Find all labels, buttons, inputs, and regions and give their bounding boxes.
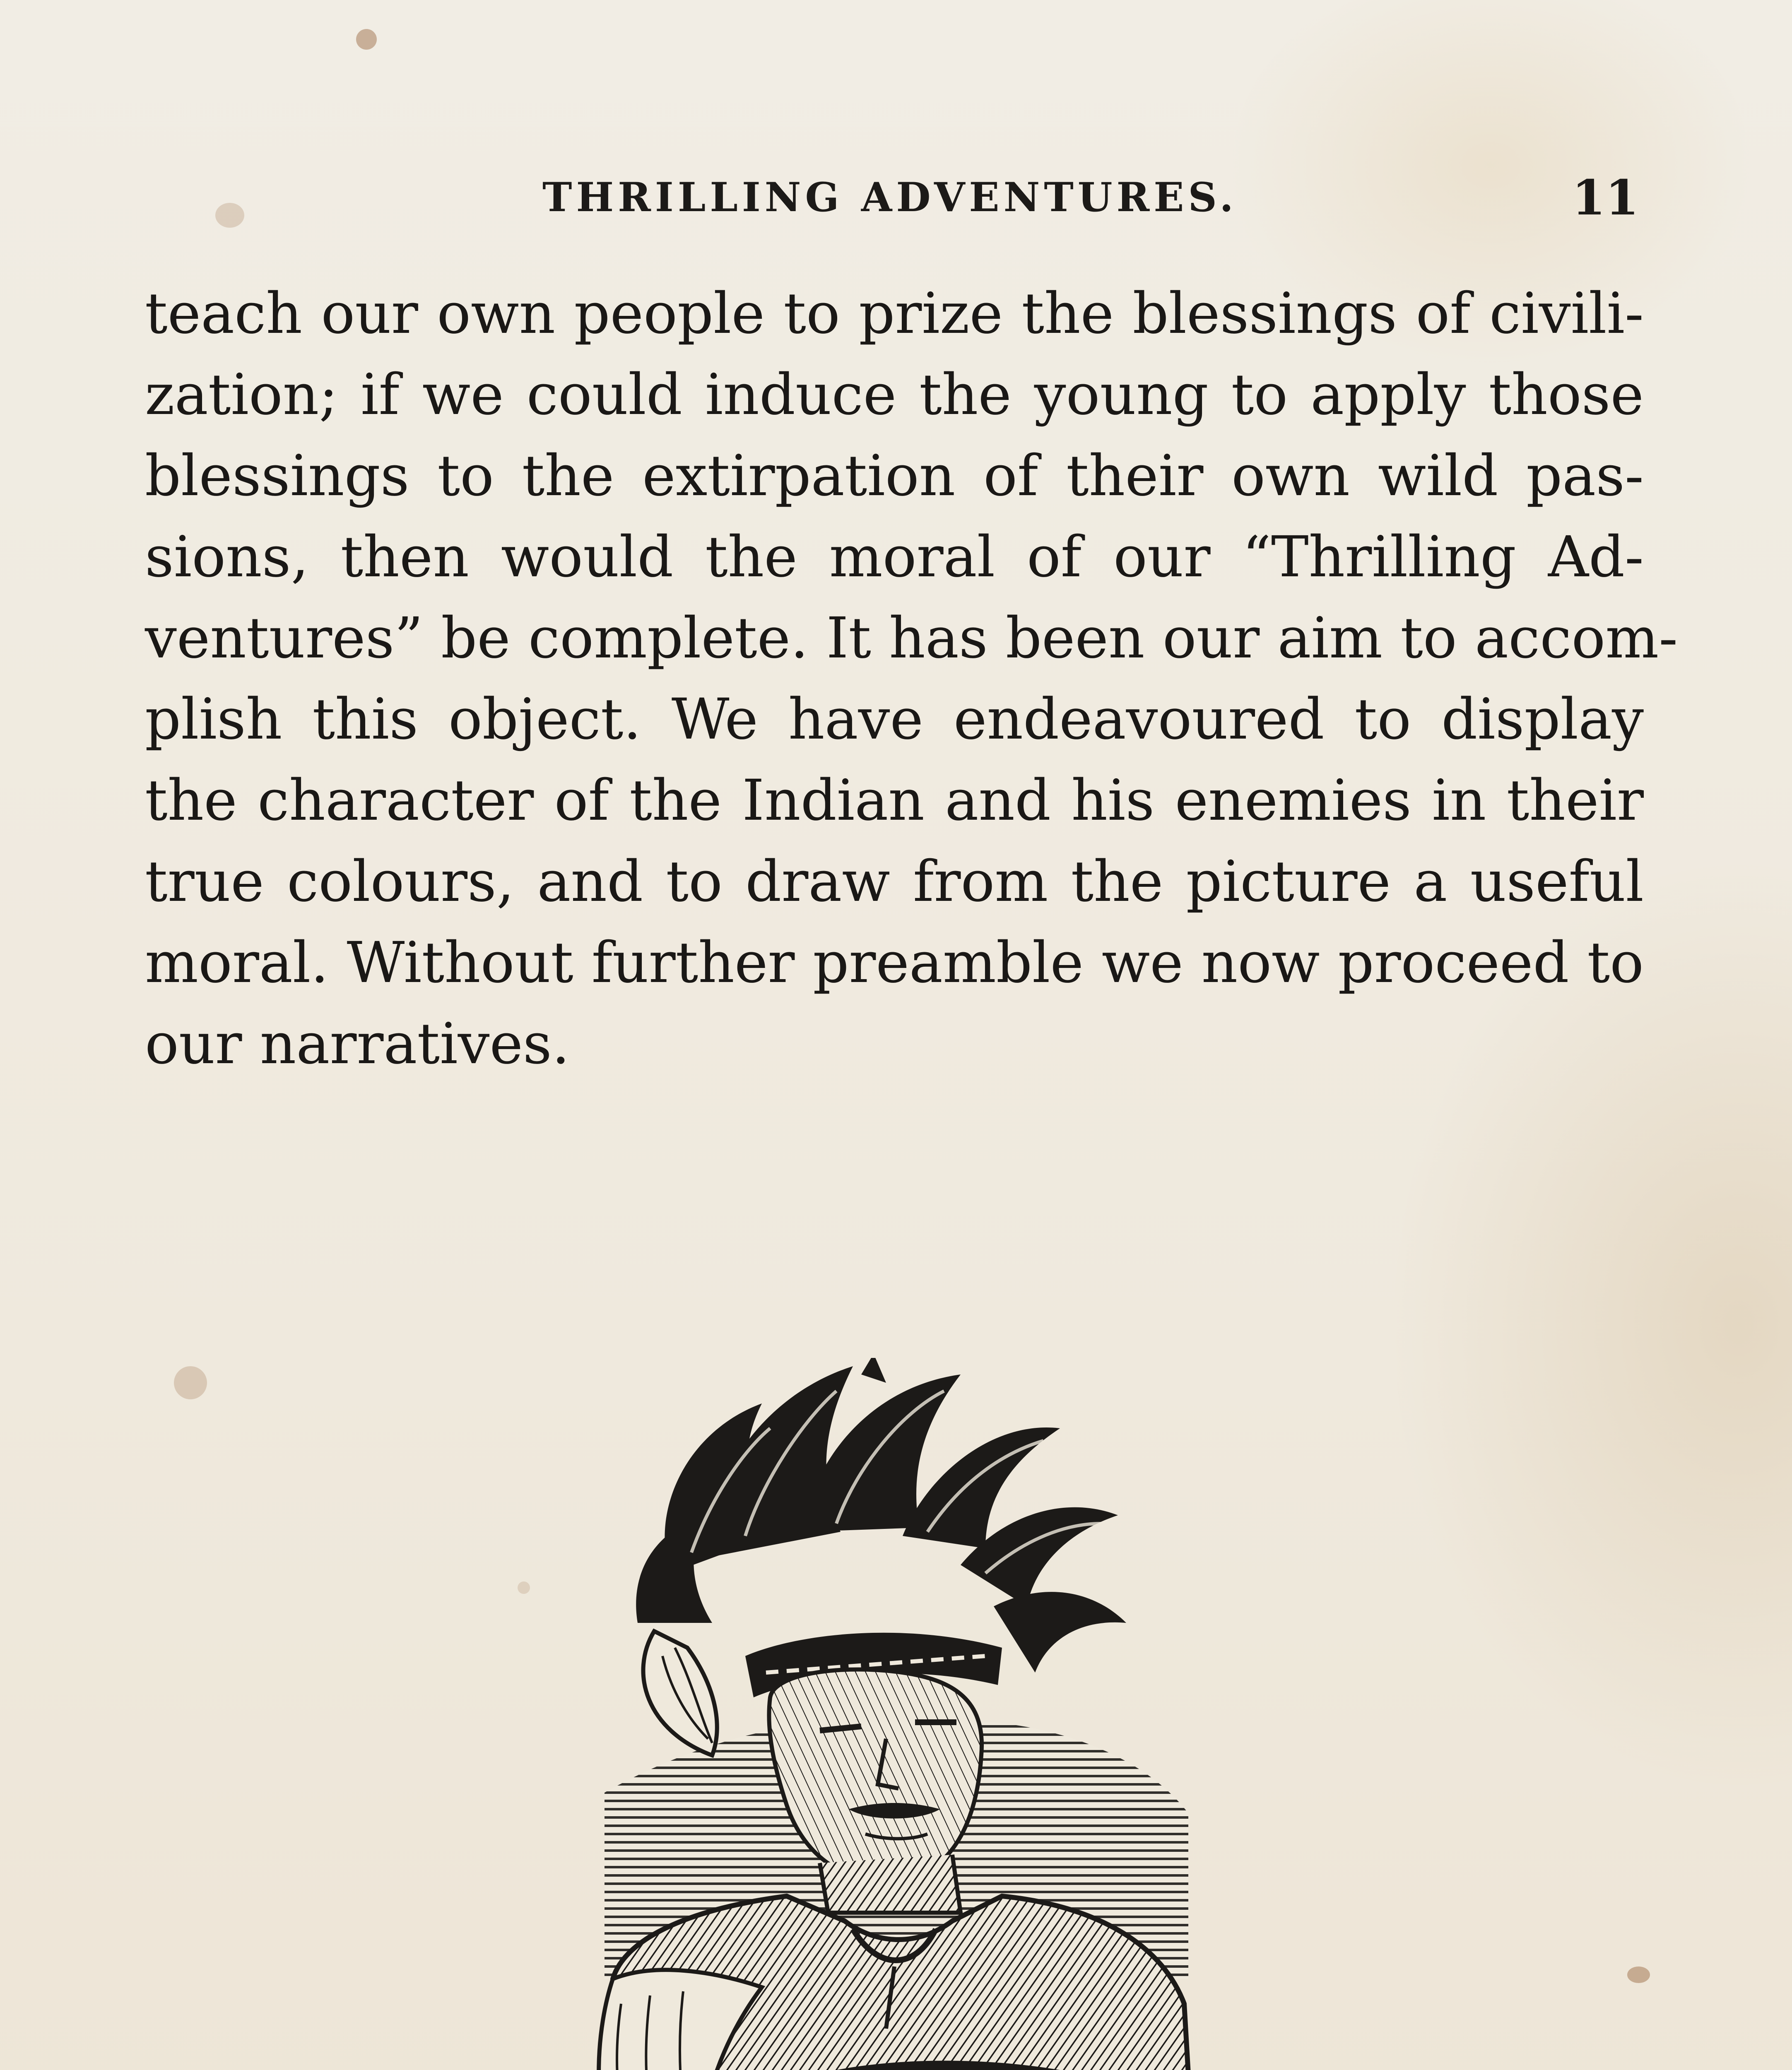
text-line: our narratives. (145, 1011, 570, 1077)
foxing-spot (1627, 1966, 1650, 1983)
foxing-spot (518, 1581, 530, 1594)
text-line: ventures” be complete. It has been our aim to accom- (145, 606, 1678, 671)
text-line: blessings to the extirpation of their own wild pas- (145, 443, 1644, 509)
body-paragraph (145, 273, 1678, 1085)
text-line: true colours, and to draw from the picture a useful (145, 849, 1644, 915)
foxing-spot (215, 203, 244, 228)
indian-chief-engraving-icon (588, 1358, 1201, 2070)
foxing-spot (356, 29, 377, 50)
text-line: plish this object. We have endeavoured to display (145, 687, 1644, 752)
text-line: zation; if we could induce the young to apply those (145, 362, 1644, 428)
page-number: 11 (1572, 170, 1639, 226)
text-line: sions, then would the moral of our “Thrilling Ad- (145, 525, 1644, 590)
text-line: teach our own people to prize the blessings of civili- (145, 281, 1644, 347)
text-line: moral. Without further preamble we now proceed to (145, 930, 1644, 996)
foxing-spot (174, 1366, 207, 1399)
running-title: THRILLING ADVENTURES. (542, 174, 1238, 221)
text-line: the character of the Indian and his enemies in their (145, 768, 1644, 833)
